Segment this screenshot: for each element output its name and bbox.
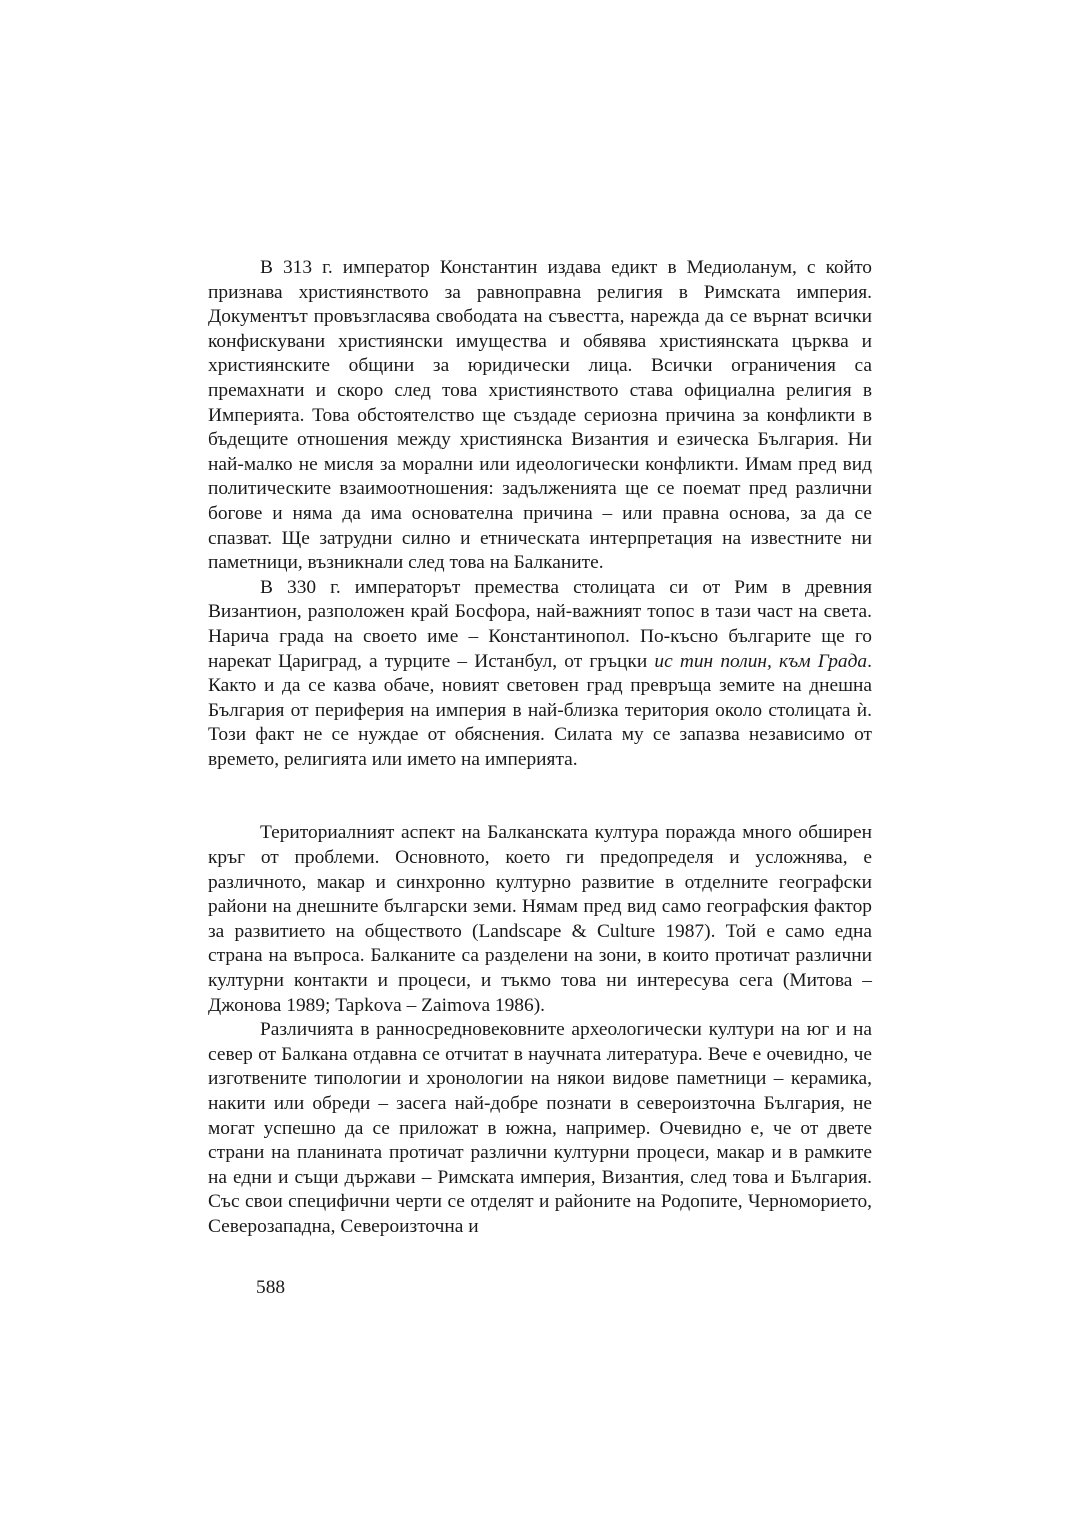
paragraph-constantinople-end: . Както и да се казва обаче, новият световен град превръща земите на днешна България от периферия на империя в най-близка територия около столицата ѝ. Този факт не се нуждае от обяснения. Силата му се запазва независимо от времето, религията или името на империята. — [208, 650, 872, 770]
body-text — [208, 256, 872, 1240]
paragraph-archaeological-cultures: Различията в ранносредновековните археологически култури на юг и на север от Балкана отдавна се отчитат в научната литература. Вече е очевидно, че изготвените типологии и хронологии на някои видове паметници – керамика, накити или обреди – засега най-добре познати в североизточна България, не могат успешно да се приложат в южна, например. Очевидно е, че от двете страни на планината протичат различни културни процеси, макар и в рамките на едни и същи държави – Римската империя, Византия, след това и България. Със свои специфични черти се отделят и районите на Родопите, Черноморието, Северозападна, Североизточна и — [208, 1019, 872, 1237]
paragraph-constantine-edict: В 313 г. император Константин издава едикт в Медиоланум, с който признава християнството за равноправна религия в Римската империя. Документът провъзгласява свободата на съвестта, нарежда да се върнат всички конфискувани християнски имущества и обявява християнската църква и християнските общини за юридически лица. Всички ограничения са премахнати и скоро след това християнството става официална религия в Империята. Това обстоятелство ще създаде сериозна причина за конфликти в бъдещите отношения между християнска Византия и езическа България. Ни най-малко не мисля за морални или идеологически конфликти. Имам пред вид политическите взаимоотношения: задълженията ще се поемат пред различни богове и няма да има основателна причина – или правна основа, за да се спазват. Ще затрудни силно и етническата интерпретация на известните ни паметници, възникнали след това на Балканите. — [208, 257, 872, 574]
greek-phrase-italic: ис тин полин, към Града — [654, 650, 868, 672]
paragraph-territorial-aspect: Териториалният аспект на Балканската култура поражда много обширен кръг от проблеми. Основното, което ги предопределя и усложнява, е различното, макар и синхронно културно развитие в отделните географски райони на днешните български земи. Нямам пред вид само географския фактор за развитието на обществото (Landscape & Culture 1987). Той е само една страна на въпроса. Балканите са разделени на зони, в които протичат различни културни контакти и процеси, и тъкмо това ни интересува сега (Митова – Джонова 1989; Tapkova – Zaimova 1986). — [208, 822, 872, 1016]
paragraph-constantinople-start: В 330 г. императорът премества столицата си от Рим в древния Византион, разположен край Босфора, най-важният топос в тази част на света. Нарича града на своето име – Константинопол. По-късно българите ще го нарекат Цариград, а турците – Истанбул, от гръцки — [208, 576, 872, 672]
page-number: 588 — [256, 1277, 286, 1298]
paragraph-constantinople — [208, 576, 872, 773]
